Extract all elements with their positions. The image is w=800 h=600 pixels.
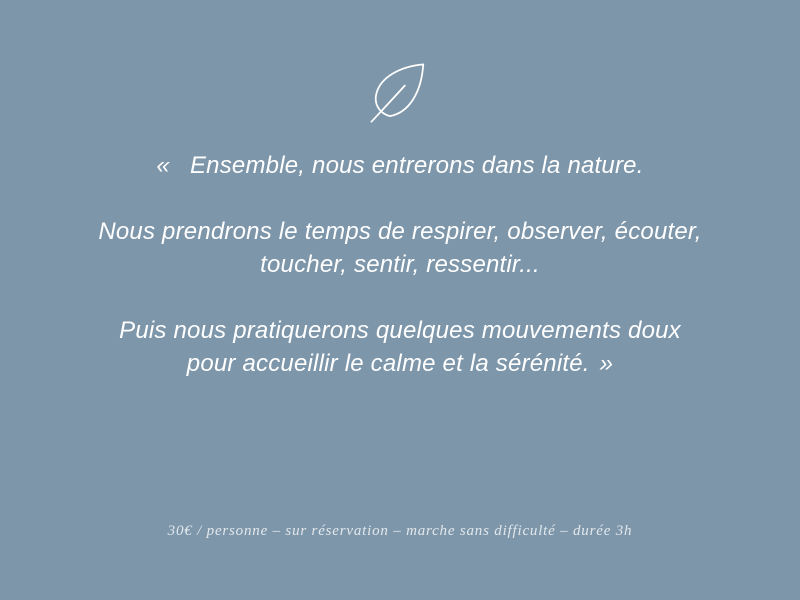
leaf-icon: [365, 56, 439, 130]
quote-line: toucher, sentir, ressentir...: [260, 251, 540, 278]
quote-paragraph: [0, 215, 800, 281]
opening-guillemet: «: [156, 152, 170, 179]
quote-line: pour accueillir le calme et la sérénité.: [186, 350, 590, 377]
quote-line: Puis nous pratiquerons quelques mouvements doux: [119, 317, 681, 344]
quote-block: [0, 149, 800, 380]
quote-line: Nous prendrons le temps de respirer, observer, écouter,: [98, 218, 702, 245]
quote-paragraph: [0, 314, 800, 380]
practical-info-line: 30€ / personne – sur réservation – marche sans difficulté – durée 3h: [167, 523, 633, 539]
quote-line: Ensemble, nous entrerons dans la nature.: [189, 152, 644, 179]
quote-paragraph: [0, 149, 800, 182]
closing-guillemet: »: [599, 350, 614, 377]
